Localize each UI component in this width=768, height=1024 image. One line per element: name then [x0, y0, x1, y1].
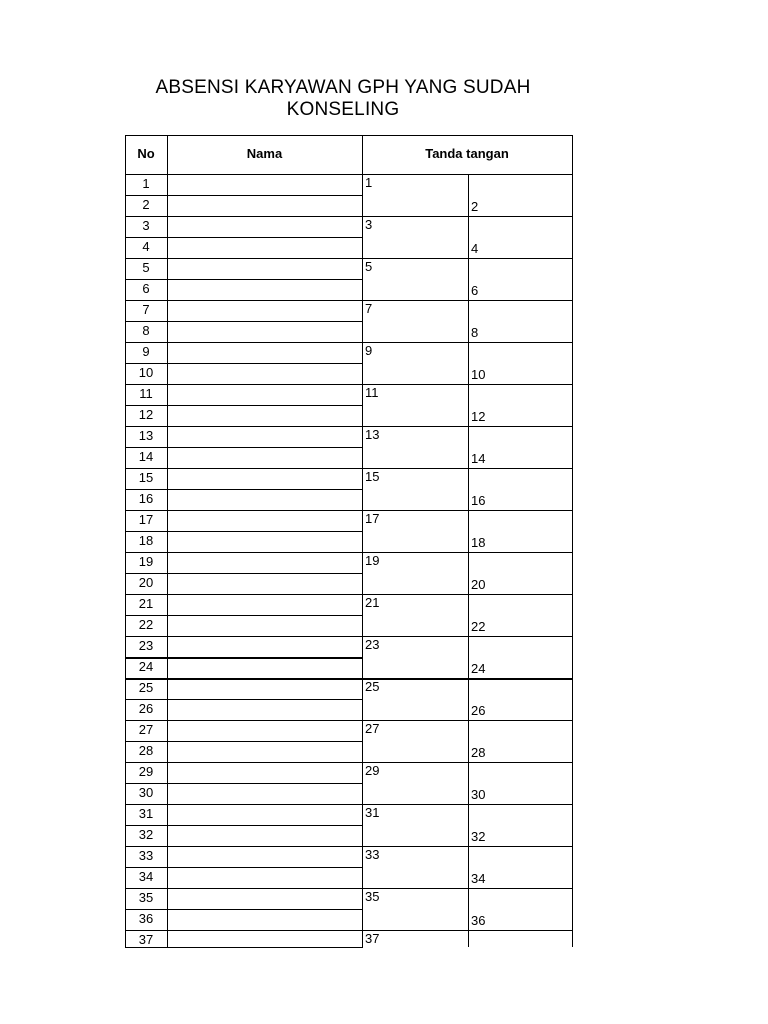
row-number: 30: [138, 785, 154, 800]
row-number: 11: [139, 386, 153, 401]
signature-row-line: [362, 552, 573, 553]
table-row-line: [125, 258, 363, 259]
row-number: 17: [138, 512, 154, 527]
signature-left-number: 15: [365, 469, 380, 484]
table-row-line: [125, 930, 363, 931]
row-number: 32: [138, 827, 154, 842]
table-row-line: [125, 342, 363, 343]
row-number: 6: [142, 281, 150, 296]
signature-right-number: 14: [471, 451, 486, 466]
table-row-line: [125, 762, 363, 763]
row-number: 24: [138, 659, 154, 674]
header-bottom-border: [125, 174, 573, 175]
signature-left-number: 19: [365, 553, 380, 568]
table-top-border: [125, 135, 573, 136]
table-row-line: [125, 384, 363, 385]
signature-right-number: 12: [471, 409, 486, 424]
header-nama: Nama: [246, 146, 283, 161]
signature-row-line: [362, 930, 573, 931]
table-row-line: [125, 888, 363, 889]
row-number: 9: [142, 344, 150, 359]
signature-right-number: 6: [471, 283, 479, 298]
table-row-line: [125, 279, 363, 280]
signature-left-number: 13: [365, 427, 380, 442]
table-row-line: [125, 699, 363, 700]
table-row-line: [125, 909, 363, 910]
row-number: 10: [138, 365, 154, 380]
signature-row-line: [362, 762, 573, 763]
signature-right-number: 32: [471, 829, 486, 844]
header-tanda-tangan: Tanda tangan: [425, 146, 509, 161]
row-number: 18: [138, 533, 154, 548]
table-row-line: [125, 216, 363, 217]
table-right-border: [572, 135, 573, 947]
signature-left-number: 37: [365, 931, 380, 946]
table-row-line: [125, 825, 363, 826]
table-row-line: [125, 489, 363, 490]
row-number: 16: [138, 491, 154, 506]
row-number: 33: [138, 848, 154, 863]
row-number: 7: [142, 302, 150, 317]
signature-right-number: 24: [471, 661, 486, 676]
signature-right-number: 30: [471, 787, 486, 802]
row-number: 19: [138, 554, 154, 569]
signature-right-number: 26: [471, 703, 486, 718]
table-row-line: [125, 447, 363, 448]
signature-right-number: 4: [471, 241, 479, 256]
table-row-line: [125, 678, 363, 680]
signature-row-line: [362, 846, 573, 847]
row-number: 34: [138, 869, 154, 884]
signature-row-line: [362, 426, 573, 427]
table-row-line: [125, 510, 363, 511]
signature-row-line: [362, 804, 573, 805]
signature-row-line: [362, 216, 573, 217]
signature-left-number: 33: [365, 847, 380, 862]
row-number: 25: [138, 680, 154, 695]
row-number: 27: [138, 722, 154, 737]
table-row-line: [125, 804, 363, 805]
signature-row-line: [362, 594, 573, 595]
table-row-line: [125, 867, 363, 868]
row-number: 31: [138, 806, 154, 821]
column-divider-signature: [468, 174, 469, 947]
signature-right-number: 8: [471, 325, 479, 340]
row-number: 22: [138, 617, 154, 632]
row-number: 4: [142, 239, 150, 254]
table-row-line: [125, 321, 363, 322]
signature-left-number: 17: [365, 511, 380, 526]
signature-row-line: [362, 678, 573, 680]
signature-right-number: 2: [471, 199, 479, 214]
table-row-line: [125, 573, 363, 574]
row-number: 20: [138, 575, 154, 590]
row-number: 5: [142, 260, 150, 275]
table-row-line: [125, 468, 363, 469]
signature-right-number: 16: [471, 493, 486, 508]
table-row-line: [125, 237, 363, 238]
row-number: 8: [142, 323, 150, 338]
row-number: 35: [138, 890, 154, 905]
signature-right-number: 10: [471, 367, 486, 382]
signature-left-number: 31: [365, 805, 380, 820]
signature-left-number: 11: [365, 385, 379, 400]
signature-row-line: [362, 720, 573, 721]
signature-left-number: 35: [365, 889, 380, 904]
row-number: 23: [138, 638, 154, 653]
table-row-line: [125, 657, 363, 659]
table-row-line: [125, 783, 363, 784]
table-row-line: [125, 741, 363, 742]
header-no: No: [137, 146, 155, 161]
table-row-line: [125, 552, 363, 553]
signature-right-number: 22: [471, 619, 486, 634]
title-line-2: KONSELING: [286, 99, 400, 120]
table-row-line: [125, 195, 363, 196]
row-number: 3: [142, 218, 150, 233]
table-row-line: [125, 594, 363, 595]
row-number: 21: [138, 596, 154, 611]
row-number: 26: [138, 701, 154, 716]
table-row-line: [125, 426, 363, 427]
signature-row-line: [362, 300, 573, 301]
signature-row-line: [362, 636, 573, 637]
row-number: 28: [138, 743, 154, 758]
table-row-line: [125, 720, 363, 721]
signature-left-number: 27: [365, 721, 380, 736]
table-row-line: [125, 405, 363, 406]
signature-right-number: 20: [471, 577, 486, 592]
signature-left-number: 29: [365, 763, 380, 778]
signature-row-line: [362, 888, 573, 889]
signature-row-line: [362, 384, 573, 385]
signature-right-number: 18: [471, 535, 486, 550]
row-number: 37: [138, 932, 154, 947]
signature-row-line: [362, 258, 573, 259]
table-row-line: [125, 636, 363, 637]
row-number: 14: [138, 449, 154, 464]
signature-row-line: [362, 510, 573, 511]
table-row-line: [125, 300, 363, 301]
table-row-line: [125, 531, 363, 532]
signature-right-number: 34: [471, 871, 486, 886]
row-number: 15: [138, 470, 154, 485]
signature-left-number: 7: [365, 301, 373, 316]
row-number: 12: [138, 407, 154, 422]
signature-left-number: 25: [365, 679, 380, 694]
signature-left-number: 21: [365, 595, 380, 610]
signature-left-number: 5: [365, 259, 373, 274]
row-number: 1: [142, 176, 150, 191]
row-number: 2: [142, 197, 150, 212]
title-line-1: ABSENSI KARYAWAN GPH YANG SUDAH: [155, 77, 531, 98]
signature-left-number: 23: [365, 637, 380, 652]
table-row-line: [125, 846, 363, 847]
row-number: 36: [138, 911, 154, 926]
signature-left-number: 1: [365, 175, 373, 190]
table-row-line: [125, 363, 363, 364]
signature-row-line: [362, 342, 573, 343]
signature-right-number: 36: [471, 913, 486, 928]
signature-left-number: 3: [365, 217, 373, 232]
signature-right-number: 28: [471, 745, 486, 760]
signature-row-line: [362, 468, 573, 469]
table-bottom-line: [125, 947, 363, 948]
signature-left-number: 9: [365, 343, 373, 358]
row-number: 13: [138, 428, 154, 443]
row-number: 29: [138, 764, 154, 779]
table-row-line: [125, 615, 363, 616]
